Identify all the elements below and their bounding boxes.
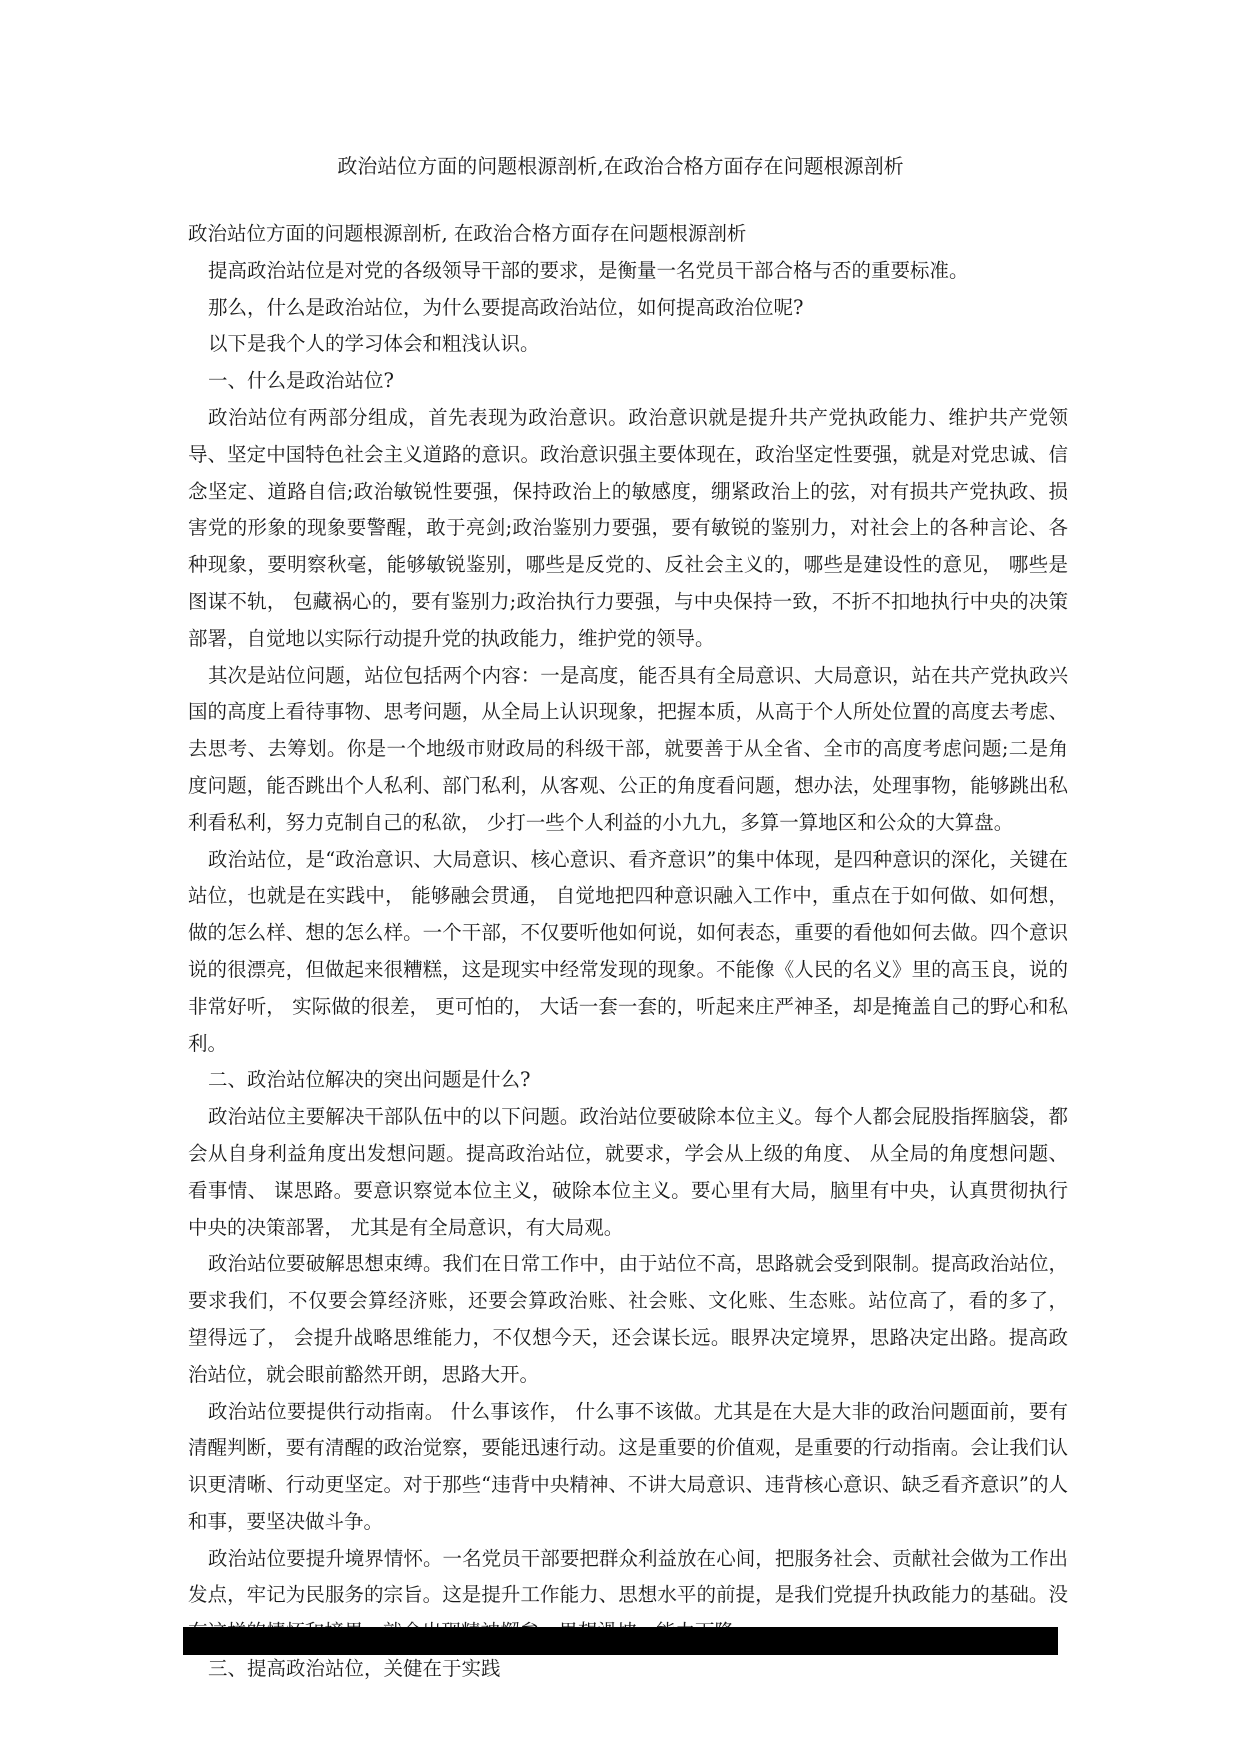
paragraph: 政治站位要提升境界情怀。一名党员干部要把群众利益放在心间，把服务社会、贡献社会做为工作出发点，牢记为民服务的宗旨。这是提升工作能力、思想水平的前提，是我们党提升执政能力的基础。没	[188, 1546, 1068, 1607]
paragraph: 政治站位要提供行动指南。 什么事该作， 什么事不该做。尤其是在大是大非的政治问题面前，要有清醒判断，要有清醒的政治觉察，要能迅速行动。这是重要的价值观，是重要的行动指南。会让我们认识更清晰、行动更坚定。对于那些“违背中央精神、不讲大局意识、违背核心意识、缺乏看齐意识”的人和事，要坚决做斗争。	[188, 1399, 1068, 1533]
paragraph: 政治站位要破解思想束缚。我们在日常工作中，由于站位不高，思路就会受到限制。提高政治站位，要求我们，不仅要会算经济账，还要会算政治账、社会账、文化账、生态账。站位高了，看的多了， 望得远了， 会提升战略思维能力，不仅想今天，还会谋长远。眼界决定境界，思路决定出路。提高政治站位，就会眼前豁然开朗，思路大开。	[188, 1252, 1068, 1386]
paragraph-subtitle: 政治站位方面的问题根源剖析, 在政治合格方面存在问题根源剖析	[188, 222, 747, 245]
document-body	[188, 216, 1068, 1688]
paragraph: 政治站位主要解决干部队伍中的以下问题。政治站位要破除本位主义。每个人都会屁股指挥脑袋，都会从自身利益角度出发想问题。提高政治站位，就要求，学会从上级的角度、 从全局的角度想问题、 看事情、 谋思路。要意识察觉本位主义，破除本位主义。要心里有大局，脑里有中央，认真贯彻执行中央的决策部署， 尤其是有全局意识，有大局观。	[188, 1105, 1068, 1239]
page-indicator: 第 1 页 /总页数 2 页	[526, 1658, 728, 1680]
document-title: 政治站位方面的问题根源剖析,在政治合格方面存在问题根源剖析	[337, 154, 904, 178]
paragraph: 以下是我个人的学习体会和粗浅认识。	[208, 332, 540, 356]
paragraph: 政治站位，是“政治意识、大局意识、核心意识、看齐意识”的集中体现，是四种意识的深化，关键在站位，也就是在实践中， 能够融会贯通， 自觉地把四种意识融入工作中，重点在于如何做、如何想，做的怎么样、想的怎么样。一个干部，不仅要听他如何说，如何表态，重要的看他如何去做。四个意识说的很漂亮，但做起来很糟糕，这是现实中经常发现的现象。不能像《人民的名义》里的高玉良，说的非常好听， 实际做的很差， 更可怕的， 大话一套一套的，听起来庄严神圣，却是掩盖自己的野心和私利。	[188, 847, 1068, 1055]
section-heading-3: 三、提高政治站位，关健在于实践	[208, 1657, 501, 1681]
paragraph: 其次是站位问题，站位包括两个内容：一是高度，能否具有全局意识、大局意识，站在共产党执政兴国的高度上看待事物、思考问题，从全局上认识现象，把握本质，从高于个人所处位置的高度去考虑、去思考、去筹划。你是一个地级市财政局的科级干部，就要善于从全省、全市的高度考虑问题;二是角度问题，能否跳出个人私利、部门私利，从客观、公正的角度看问题，想办法，处理事物，能够跳出私利看私利，努力克制自己的私欲， 少打一些个人利益的小九九，多算一算地区和公众的大算盘。	[188, 663, 1068, 834]
section-heading-2: 二、政治站位解决的突出问题是什么?	[208, 1068, 531, 1092]
section-heading-1: 一、什么是政治站位?	[208, 369, 394, 393]
paragraph: 提高政治站位是对党的各级领导干部的要求，是衡量一名党员干部合格与否的重要标准。	[208, 258, 969, 282]
paragraph: 政治站位有两部分组成，首先表现为政治意识。政治意识就是提升共产党执政能力、维护共产党领导、坚定中国特色社会主义道路的意识。政治意识强主要体现在，政治坚定性要强，就是对党忠诚、信念坚定、道路自信;政治敏锐性要强，保持政治上的敏感度，绷紧政治上的弦，对有损共产党执政、损害党的形象的现象要警醒，敢于亮剑;政治鉴别力要强，要有敏锐的鉴别力，对社会上的各种言论、各种现象，要明察秋毫，能够敏锐鉴别，哪些是反党的、反社会主义的，哪些是建设性的意见， 哪些是图谋不轨， 包藏祸心的，要有鉴别力;政治执行力要强，与中央保持一致，不折不扣地执行中央的决策部署，自觉地以实际行动提升党的执政能力，维护党的领导。	[188, 405, 1068, 650]
paragraph: 那么，什么是政治站位，为什么要提高政治站位，如何提高政治位呢?	[208, 295, 804, 319]
